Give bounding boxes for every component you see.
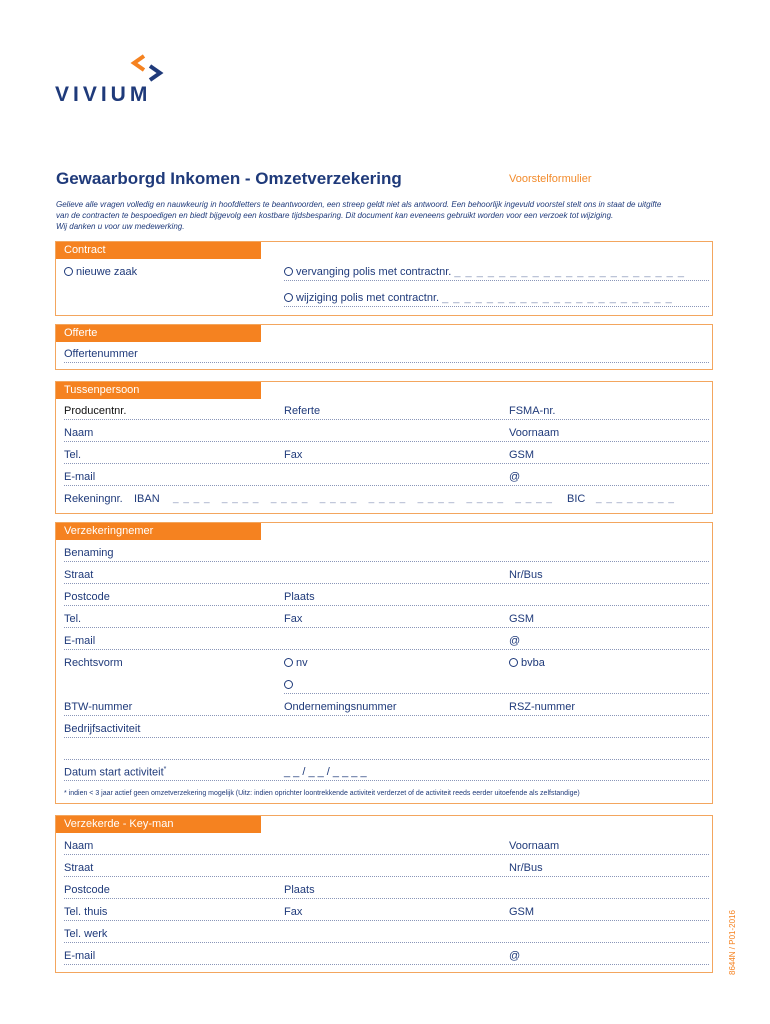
field-line[interactable] <box>64 715 709 716</box>
naam-label: Naam <box>64 427 94 439</box>
section-heading: Verzekerde - Key-man <box>56 816 261 833</box>
nrbus-label: Nr/Bus <box>509 862 543 874</box>
intro-text <box>56 199 718 232</box>
field-line <box>284 280 709 281</box>
field-line[interactable] <box>64 964 709 965</box>
tel-thuis-label: Tel. thuis <box>64 906 108 918</box>
email-label: E-mail <box>64 635 96 647</box>
radio-label: vervanging polis met contractnr. <box>296 266 452 278</box>
field-line[interactable] <box>64 561 709 562</box>
radio-circle-icon[interactable] <box>284 293 293 302</box>
field-line[interactable] <box>64 920 709 921</box>
gsm-label: GSM <box>509 449 535 461</box>
plaats-label: Plaats <box>284 591 315 603</box>
straat-label: Straat <box>64 862 94 874</box>
fsma-label: FSMA-nr. <box>509 405 556 417</box>
radio-nv[interactable] <box>284 657 308 669</box>
form-subtitle: Voorstelformulier <box>509 173 592 185</box>
intro-line: Gelieve alle vragen volledig en nauwkeurig in hoofdletters te beantwoorden, een streep geldt niet als antwoord. Een behoorlijk ingevuld voorstel stelt ons in staat de uitgifte <box>56 200 662 209</box>
logo-text: VIVIUM <box>55 83 152 106</box>
section-heading: Contract <box>56 242 261 259</box>
intro-line: van de contracten te bespoedigen en biedt bijgevolg een kostbare tijdsbesparing. Dit document kan eveneens gebruikt worden voor een verzoek tot wijziging. <box>56 211 614 220</box>
section-heading: Verzekeringnemer <box>56 523 261 540</box>
field-line[interactable] <box>64 419 709 420</box>
section-keyman <box>55 815 713 973</box>
footnote: * indien < 3 jaar actief geen omzetverzekering mogelijk (Uitz: indien oprichter loontrekkende activiteit verderzet of de activiteit reeds eerder uitoefende als zelfstandige) <box>64 790 580 797</box>
nrbus-label: Nr/Bus <box>509 569 543 581</box>
gsm-label: GSM <box>509 906 535 918</box>
fax-label: Fax <box>284 906 303 918</box>
chevrons-logo-icon <box>130 53 164 83</box>
field-line[interactable] <box>284 693 709 694</box>
gsm-label: GSM <box>509 613 535 625</box>
postcode-label: Postcode <box>64 884 110 896</box>
rekening-label: Rekeningnr. <box>64 493 123 505</box>
section-contract <box>55 241 713 316</box>
tel-label: Tel. <box>64 449 82 461</box>
field-line[interactable] <box>64 759 709 760</box>
radio-circle-icon[interactable] <box>64 267 73 276</box>
straat-label: Straat <box>64 569 94 581</box>
field-line[interactable] <box>64 854 709 855</box>
plaats-label: Plaats <box>284 884 315 896</box>
postcode-label: Postcode <box>64 591 110 603</box>
voornaam-label: Voornaam <box>509 427 560 439</box>
radio-bvba[interactable] <box>509 657 545 669</box>
btw-label: BTW-nummer <box>64 701 133 713</box>
field-line[interactable] <box>64 463 709 464</box>
datum-start-label <box>64 766 166 779</box>
radio-replace-policy[interactable] <box>284 266 685 278</box>
iban-blank[interactable]: _ _ _ _ _ _ _ _ _ _ _ _ _ _ _ _ _ _ _ _ _ _ _ _ _ _ _ _ _ _ _ _ <box>173 493 553 504</box>
vivium-logo <box>55 45 190 110</box>
at-sign: @ <box>509 950 521 962</box>
radio-circle-icon[interactable] <box>284 680 293 689</box>
at-sign: @ <box>509 635 521 647</box>
offer-number-label: Offertenummer <box>64 348 138 360</box>
bedrijfsactiviteit-label: Bedrijfsactiviteit <box>64 723 141 735</box>
offer-number-field[interactable] <box>64 362 709 363</box>
section-heading: Offerte <box>56 325 261 342</box>
fax-label: Fax <box>284 613 303 625</box>
field-line[interactable] <box>64 485 709 486</box>
section-heading: Tussenpersoon <box>56 382 261 399</box>
field-line[interactable] <box>64 627 709 628</box>
field-line[interactable] <box>64 898 709 899</box>
radio-label: wijziging polis met contractnr. <box>296 292 440 304</box>
benaming-label: Benaming <box>64 547 114 559</box>
section-tussenpersoon <box>55 381 713 514</box>
section-verzekeringnemer <box>55 522 713 804</box>
section-offerte <box>55 324 713 370</box>
tel-label: Tel. <box>64 613 82 625</box>
voornaam-label: Voornaam <box>509 840 560 852</box>
radio-label: nieuwe zaak <box>76 266 138 278</box>
radio-other[interactable] <box>284 679 296 691</box>
fax-label: Fax <box>284 449 303 461</box>
radio-circle-icon[interactable] <box>284 267 293 276</box>
iban-label: IBAN <box>134 493 160 505</box>
field-line[interactable] <box>64 583 709 584</box>
intro-line: Wij danken u voor uw medewerking. <box>56 222 185 231</box>
field-line[interactable] <box>64 942 709 943</box>
datum-start-text: Datum start activiteit <box>64 766 164 779</box>
email-label: E-mail <box>64 950 96 962</box>
contract-number-blank[interactable]: _ _ _ _ _ _ _ _ _ _ _ _ _ _ _ _ _ _ _ _ _ <box>454 266 685 278</box>
field-line[interactable] <box>64 737 709 738</box>
radio-circle-icon[interactable] <box>509 658 518 667</box>
field-line[interactable] <box>64 649 709 650</box>
field-line[interactable] <box>64 876 709 877</box>
tel-werk-label: Tel. werk <box>64 928 108 940</box>
referte-label: Referte <box>284 405 321 417</box>
contract-number-blank[interactable]: _ _ _ _ _ _ _ _ _ _ _ _ _ _ _ _ _ _ _ _ _ <box>442 292 673 304</box>
radio-label: bvba <box>521 657 545 669</box>
radio-new-contract[interactable] <box>64 266 137 278</box>
document-code: 8644N / P01-2016 <box>728 910 737 975</box>
datum-start-blank[interactable]: _ _ / _ _ / _ _ _ _ <box>284 766 367 778</box>
bic-blank[interactable]: _ _ _ _ _ _ _ _ <box>596 493 675 504</box>
footnote-marker: * <box>163 766 167 773</box>
email-label: E-mail <box>64 471 96 483</box>
field-line[interactable] <box>64 605 709 606</box>
producer-label: Producentnr. <box>64 405 127 417</box>
at-sign: @ <box>509 471 521 483</box>
rsz-label: RSZ-nummer <box>509 701 576 713</box>
form-title: Gewaarborgd Inkomen - Omzetverzekering <box>56 169 402 188</box>
field-line <box>284 306 709 307</box>
field-line[interactable] <box>64 780 709 781</box>
bic-label: BIC <box>567 493 586 505</box>
field-line[interactable] <box>64 441 709 442</box>
rechtsvorm-label: Rechtsvorm <box>64 657 123 669</box>
radio-label: nv <box>296 657 308 669</box>
radio-change-policy[interactable] <box>284 292 673 304</box>
naam-label: Naam <box>64 840 94 852</box>
radio-circle-icon[interactable] <box>284 658 293 667</box>
ondernemingsnummer-label: Ondernemingsnummer <box>284 701 397 713</box>
